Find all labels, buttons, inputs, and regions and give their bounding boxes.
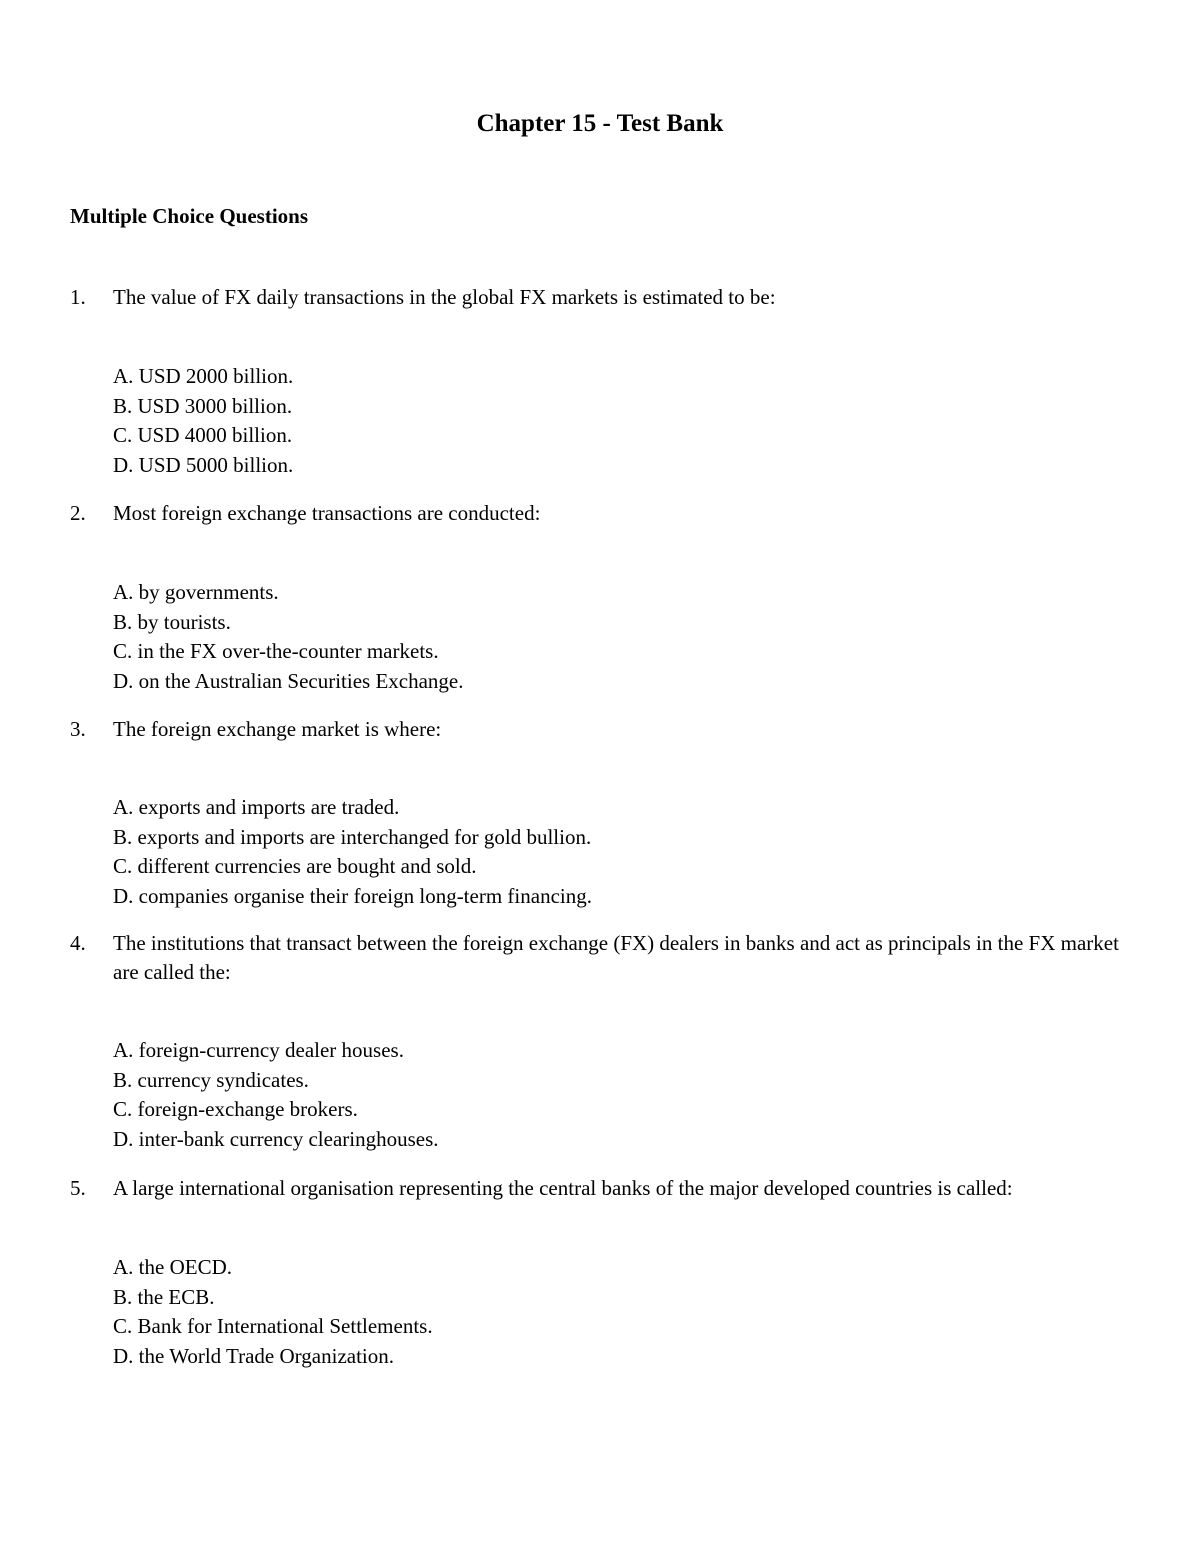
question-text: The institutions that transact between the foreign exchange (FX) dealers in banks and act as principals in the FX market are called the: <box>113 931 1119 984</box>
question-number: 1. <box>70 285 86 309</box>
option-b: B. the ECB. <box>113 1284 215 1309</box>
question-number: 4. <box>70 931 86 955</box>
option-a: A. by governments. <box>113 580 279 604</box>
option-a: A. foreign-currency dealer houses. <box>113 1038 404 1062</box>
option-c: C. USD 4000 billion. <box>113 423 293 448</box>
option-list <box>113 362 1130 481</box>
option-c: C. in the FX over-the-counter markets. <box>113 639 439 664</box>
option-c: C. Bank for International Settlements. <box>113 1314 433 1339</box>
option-b: B. exports and imports are interchanged for gold bullion. <box>113 824 592 849</box>
option-b: B. by tourists. <box>113 609 231 634</box>
option-d: D. the World Trade Organization. <box>113 1344 394 1369</box>
option-d: D. inter-bank currency clearinghouses. <box>113 1127 439 1152</box>
question-text: Most foreign exchange transactions are conducted: <box>113 501 541 525</box>
question-text: The value of FX daily transactions in the global FX markets is estimated to be: <box>113 285 776 309</box>
option-d: D. companies organise their foreign long-term financing. <box>113 884 592 909</box>
option-a: A. USD 2000 billion. <box>113 364 294 388</box>
option-list <box>113 793 1130 912</box>
question-4 <box>70 929 1130 1155</box>
question-3 <box>70 715 1130 912</box>
option-b: B. currency syndicates. <box>113 1067 309 1092</box>
option-c: C. different currencies are bought and sold. <box>113 854 477 879</box>
option-list <box>113 1253 1130 1372</box>
page-title: Chapter 15 - Test Bank <box>476 110 724 137</box>
option-d: D. on the Australian Securities Exchange. <box>113 669 464 694</box>
option-a: A. the OECD. <box>113 1255 232 1279</box>
question-1 <box>70 283 1130 481</box>
option-list <box>113 578 1130 697</box>
question-5 <box>70 1174 1130 1372</box>
option-list <box>113 1036 1130 1155</box>
question-number: 2. <box>70 501 86 525</box>
question-number: 5. <box>70 1176 86 1200</box>
section-heading: Multiple Choice Questions <box>70 204 309 228</box>
option-c: C. foreign-exchange brokers. <box>113 1097 358 1122</box>
option-a: A. exports and imports are traded. <box>113 795 400 819</box>
question-text: A large international organisation representing the central banks of the major developed countries is called: <box>113 1176 1013 1200</box>
option-b: B. USD 3000 billion. <box>113 393 293 418</box>
option-d: D. USD 5000 billion. <box>113 453 294 478</box>
question-2 <box>70 499 1130 697</box>
question-number: 3. <box>70 717 86 741</box>
question-text: The foreign exchange market is where: <box>113 717 442 741</box>
